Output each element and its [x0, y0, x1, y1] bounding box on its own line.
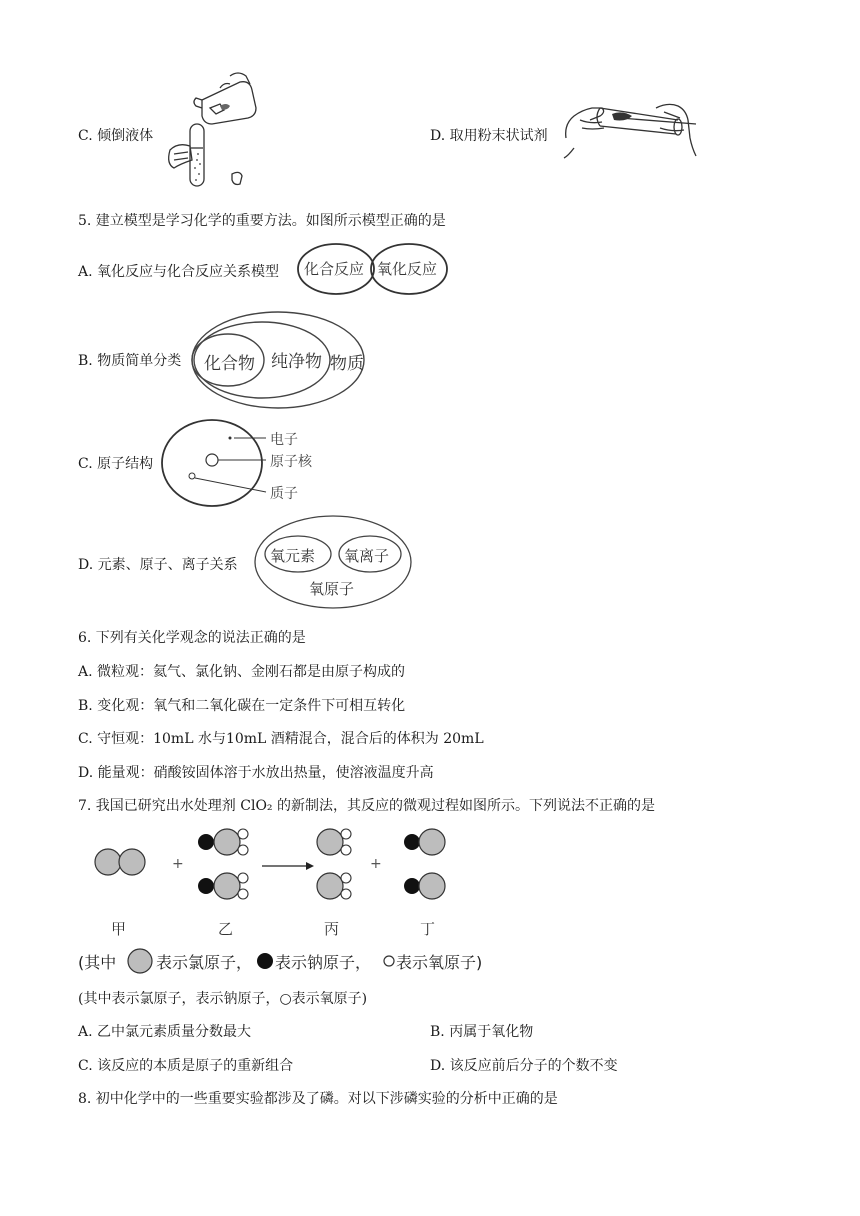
q5-a-right-label: 氧化反应 [377, 260, 438, 278]
molecule-jia [95, 849, 145, 875]
q6-stem: 6. 下列有关化学观念的说法正确的是 [78, 630, 306, 646]
q5-c-electron-label: 电子 [270, 432, 298, 448]
q6-option-a: A. 微粒观：氦气、氯化钠、金刚石都是由原子构成的 [78, 664, 406, 680]
pouring-liquid-illustration [160, 68, 260, 193]
q7-reaction-diagram [80, 822, 480, 902]
molecule-bing-1 [317, 829, 351, 855]
q4-option-c: C. 倾倒液体 [78, 128, 154, 144]
taking-powder-illustration [560, 98, 700, 162]
q7-legend-text: (其中表示氯原子，表示钠原子，○表示氧原子) [78, 991, 368, 1007]
proton-circle [189, 473, 195, 479]
q7-legend-o: 表示氧原子) [396, 953, 483, 972]
plus-sign-1: + [172, 856, 184, 872]
molecule-ding-1 [404, 829, 445, 855]
molecule-ding-2 [404, 873, 445, 899]
q5-stem: 5. 建立模型是学习化学的重要方法。如图所示模型正确的是 [78, 213, 446, 229]
molecule-yi-2 [198, 873, 248, 899]
q5-c-proton-label: 质子 [270, 486, 298, 502]
q5-d-ion-label: 氧离子 [344, 547, 390, 565]
sodium-atom-legend-icon [255, 951, 275, 971]
q6-option-c: C. 守恒观：10mL 水与10mL 酒精混合，混合后的体积为 20mL [78, 731, 484, 747]
chlorine-atom-legend-icon [127, 948, 153, 974]
q4-option-d: D. 取用粉末状试剂 [430, 128, 548, 144]
label-bing: 丙 [324, 920, 340, 938]
plus-sign-2: + [370, 856, 382, 872]
molecule-bing-2 [317, 873, 351, 899]
q7-legend-cl: 表示氯原子， [156, 953, 253, 972]
q7-option-d: D. 该反应前后分子的个数不变 [430, 1058, 618, 1074]
q7-stem: 7. 我国已研究出水处理剂 ClO₂ 的新制法，其反应的微观过程如图所示。下列说法不正确的是 [78, 798, 655, 814]
q5-option-b: B. 物质简单分类 [78, 353, 182, 369]
q7-option-a: A. 乙中氯元素质量分数最大 [78, 1024, 252, 1040]
q7-legend-prefix: (其中 [78, 953, 117, 972]
q7-option-c: C. 该反应的本质是原子的重新组合 [78, 1058, 294, 1074]
q5-option-d: D. 元素、原子、离子关系 [78, 557, 238, 573]
q5-option-a: A. 氧化反应与化合反应关系模型 [78, 264, 280, 280]
q6-option-d: D. 能量观：硝酸铵固体溶于水放出热量，使溶液温度升高 [78, 765, 434, 781]
q5-c-nucleus-label: 原子核 [270, 454, 312, 470]
molecule-yi-1 [198, 829, 248, 855]
electron-dot [229, 437, 232, 440]
q6-option-b: B. 变化观：氧气和二氧化碳在一定条件下可相互转化 [78, 698, 406, 714]
oxygen-atom-legend-icon [382, 954, 396, 968]
q5-d-element-label: 氧元素 [270, 547, 316, 565]
nucleus-circle [206, 454, 218, 466]
label-yi: 乙 [218, 920, 234, 938]
q5-b-substance-label: 物质 [330, 354, 364, 374]
q5-a-left-label: 化合反应 [304, 260, 365, 278]
q7-option-b: B. 丙属于氧化物 [430, 1024, 534, 1040]
q8-stem: 8. 初中化学中的一些重要实验都涉及了磷。对以下涉磷实验的分析中正确的是 [78, 1091, 558, 1107]
q5-d-atom-label: 氧原子 [309, 580, 355, 598]
q5-c-atom-diagram [160, 418, 270, 508]
q5-b-pure-label: 纯净物 [271, 352, 322, 372]
q7-legend-na: 表示钠原子， [275, 953, 372, 972]
label-jia: 甲 [111, 920, 127, 938]
q5-b-compound-label: 化合物 [204, 354, 255, 374]
q5-option-c: C. 原子结构 [78, 456, 154, 472]
label-ding: 丁 [420, 920, 436, 938]
